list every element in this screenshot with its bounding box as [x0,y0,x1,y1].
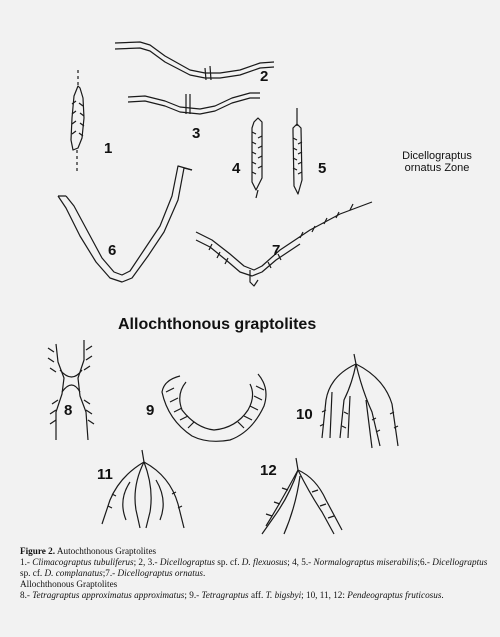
figure-label: Figure 2. [20,546,56,556]
specimen-7-drawing [196,202,372,286]
zone-label-line-2: ornatus Zone [404,162,470,174]
specimen-number-8: 8 [64,402,73,419]
specimen-4-drawing [252,118,262,198]
caption-number: ; 10, 11, 12: [301,590,345,600]
caption-number: ;6.- [417,557,430,567]
autochthonous-species-list [20,557,490,579]
caption-title-line [20,546,490,557]
zone-label [382,150,492,174]
caption-number: 1.- [20,557,30,567]
caption-text: . [203,568,206,578]
allochthonous-subtitle: Allochthonous Graptolites [20,579,118,589]
species-name: Tetragraptus approximatus approximatus [32,590,185,600]
species-name: Tetragraptus [201,590,249,600]
species-name: Normalograptus miserabilis [313,557,418,567]
caption-number: ; 4, 5.- [287,557,312,567]
caption-text: . [441,590,444,600]
caption-number: ; 9.- [184,590,200,600]
specimen-3-drawing [128,93,260,114]
species-name: Dicellograptus [159,557,215,567]
specimen-1-drawing [71,70,84,172]
specimen-number-10: 10 [296,406,313,423]
specimen-number-12: 12 [260,462,277,479]
species-name: Dicellograptus ornatus [117,568,203,578]
caption-number: 8.- [20,590,30,600]
specimen-number-9: 9 [146,402,155,419]
specimen-number-6: 6 [108,242,117,259]
caption-number: ; 2, 3.- [133,557,158,567]
specimen-number-7: 7 [272,242,281,259]
specimen-number-5: 5 [318,160,327,177]
species-name: T. bigsbyi [265,590,302,600]
specimen-6-drawing [58,166,192,282]
specimen-11-drawing [102,450,184,528]
figure-caption [20,546,490,601]
specimen-10-drawing [320,354,398,448]
specimen-number-1: 1 [104,140,113,157]
specimen-number-2: 2 [260,68,269,85]
allochthonous-species-list [20,590,490,601]
species-name: Dicellograptus [432,557,488,567]
specimen-number-4: 4 [232,160,241,177]
specimen-number-11: 11 [97,466,113,483]
allochthonous-heading: Allochthonous graptolites [118,316,317,333]
specimen-8-drawing [48,340,94,440]
caption-text: sp. cf. [20,568,43,578]
caption-text: sp. cf. [217,557,240,567]
species-name: Climacograptus tubuliferus [32,557,134,567]
specimen-5-drawing [293,108,302,194]
species-name: D. complanatus [44,568,103,578]
species-name: D. flexuosus [241,557,288,567]
caption-text: aff. [250,590,264,600]
zone-label-line-1: Dicellograptus [402,150,472,162]
specimen-number-3: 3 [192,125,201,142]
caption-title: Autochthonous Graptolites [56,546,157,556]
specimen-9-drawing [162,374,266,441]
species-name: Pendeograptus fruticosus [347,590,442,600]
caption-number: ;7.- [102,568,116,578]
specimen-2-drawing [115,42,274,80]
